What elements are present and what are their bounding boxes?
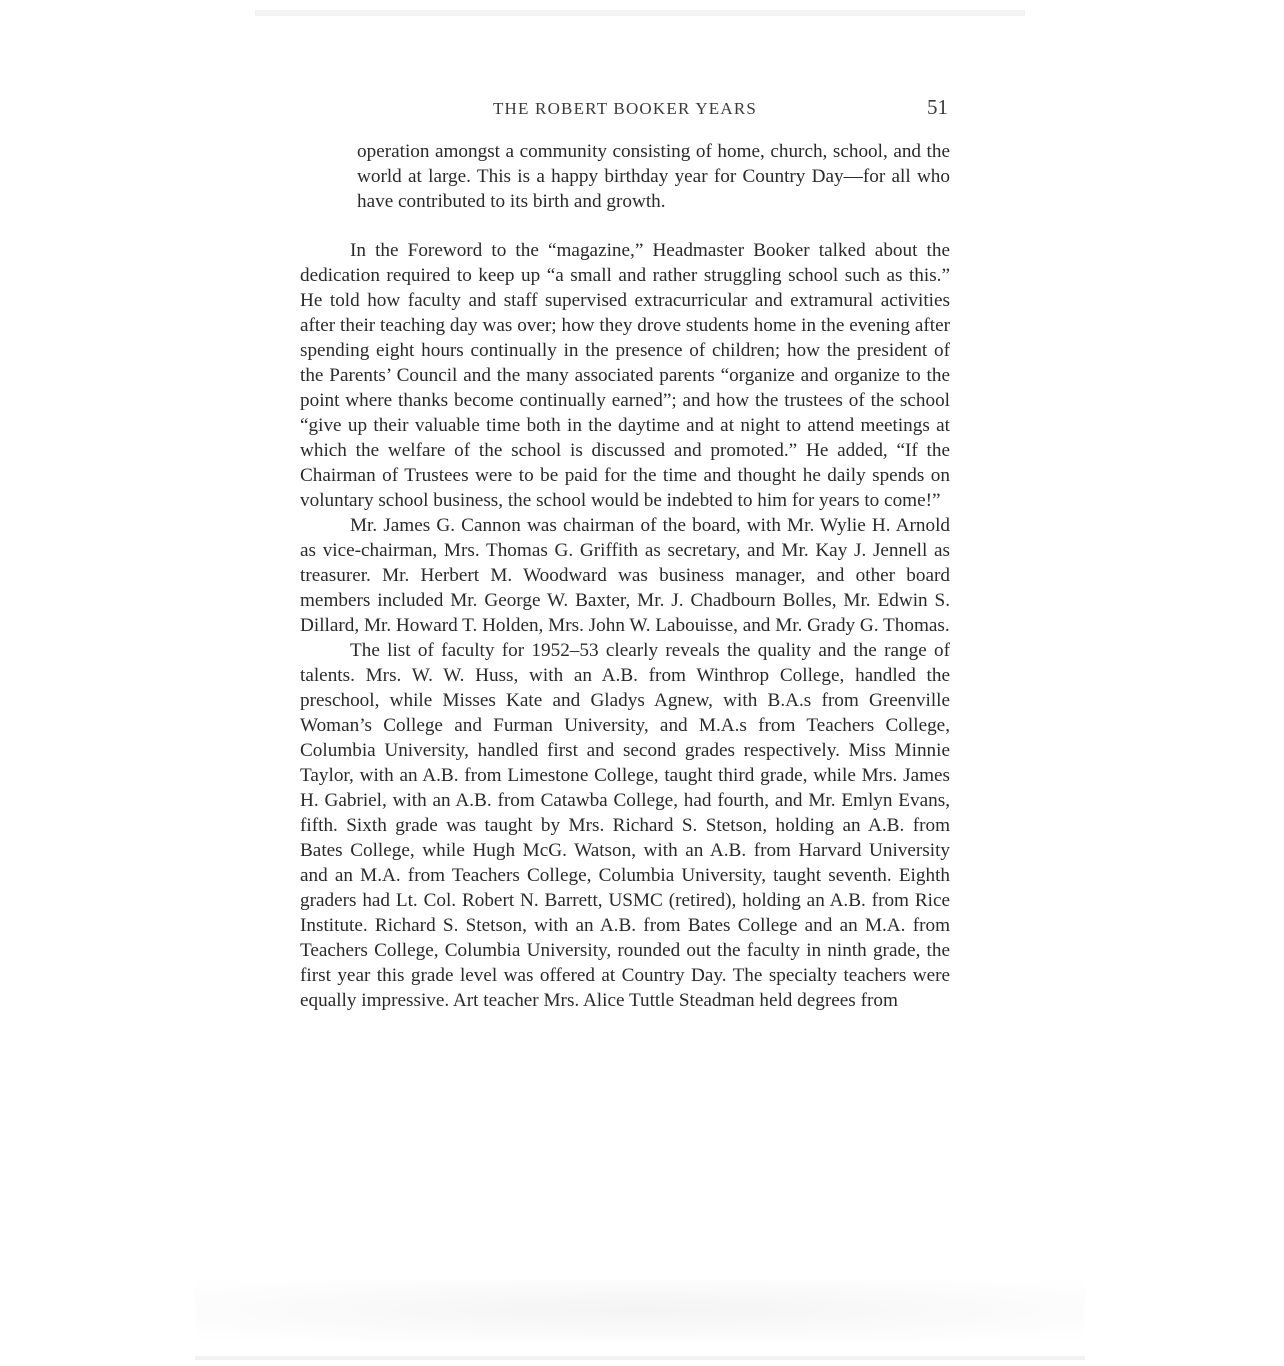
book-page <box>300 95 950 1013</box>
block-quote: operation amongst a community consisting of home, church, school, and the world at large. This is a happy birthday year for Country Day—for all who have contributed to its birth and growth. <box>357 141 950 212</box>
page-bottom-shadow <box>195 1280 1085 1340</box>
paragraph-board: Mr. James G. Cannon was chairman of the board, with Mr. Wylie H. Arnold as vice-chairman, Mrs. Thomas G. Griffith as secretary, and Mr. Kay J. Jennell as treasurer. Mr. Herbert M. Woodward was business manager, and other board members included Mr. George W. Baxter, Mr. J. Chadbourn Bolles, Mr. Edwin S. Dillard, Mr. Howard T. Holden, Mrs. John W. Labouisse, and Mr. Grady G. Thomas. <box>300 515 950 636</box>
page-bottom-edge <box>195 1356 1085 1360</box>
running-title: THE ROBERT BOOKER YEARS <box>492 99 758 118</box>
paragraph-foreword: In the Foreword to the “magazine,” Headmaster Booker talked about the dedication required to keep up “a small and rather struggling school such as this.” He told how faculty and staff supervised extracurricular and extramural activities after their teaching day was over; how they drove students home in the evening after spending eight hours continually in the presence of children; how the president of the Parents’ Council and the many associated parents “organize and organize to the point where thanks become continually earned”; and how the trustees of the school “give up their valuable time both in the daytime and at night to attend meetings at which the welfare of the school is discussed and promoted.” He added, “If the Chairman of Trustees were to be paid for the time and thought he daily spends on voluntary school business, the school would be indebted to him for years to come!” <box>300 240 950 511</box>
page-number: 51 <box>927 95 948 119</box>
page-top-edge <box>255 10 1025 16</box>
running-header <box>300 95 950 129</box>
paragraph-faculty: The list of faculty for 1952–53 clearly reveals the quality and the range of talents. Mrs. W. W. Huss, with an A.B. from Winthrop College, handled the preschool, while Misses Kate and Gladys Agnew, with B.A.s from Greenville Woman’s College and Furman University, and M.A.s from Teachers College, Columbia University, handled first and second grades respectively. Miss Minnie Taylor, with an A.B. from Limestone College, taught third grade, while Mrs. James H. Gabriel, with an A.B. from Catawba College, had fourth, and Mr. Emlyn Evans, fifth. Sixth grade was taught by Mrs. Richard S. Stetson, holding an A.B. from Bates College, while Hugh McG. Watson, with an A.B. from Harvard University and an M.A. from Teachers College, Columbia University, taught seventh. Eighth graders had Lt. Col. Robert N. Barrett, USMC (retired), holding an A.B. from Rice Institute. Richard S. Stetson, with an A.B. from Bates College and an M.A. from Teachers College, Columbia University, rounded out the faculty in ninth grade, the first year this grade level was offered at Country Day. The specialty teachers were equally impressive. Art teacher Mrs. Alice Tuttle Steadman held degrees from <box>300 640 950 1011</box>
